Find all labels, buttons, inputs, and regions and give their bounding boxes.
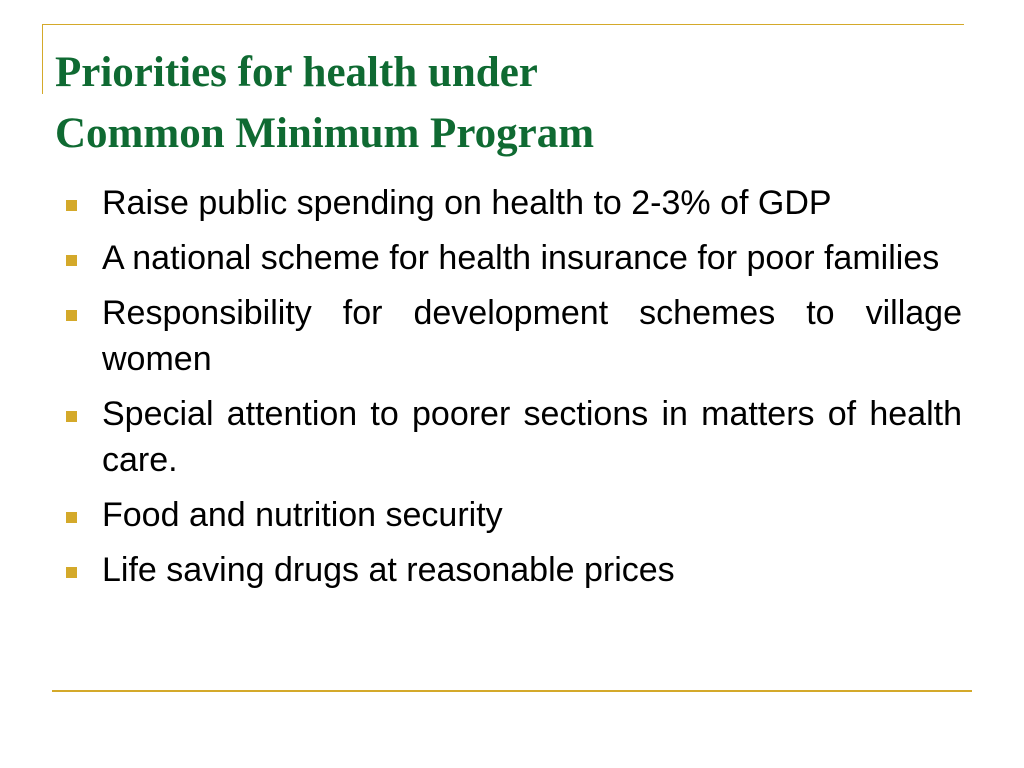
bullet-text: Special attention to poorer sections in matters of health care. <box>102 395 962 479</box>
square-bullet-icon <box>66 512 77 523</box>
bullet-item <box>62 290 962 382</box>
square-bullet-icon <box>66 255 77 266</box>
bullet-text: Responsibility for development schemes to village women <box>102 294 962 378</box>
bullet-list <box>62 180 962 602</box>
slide-title-line-1: Priorities for health under <box>55 49 538 96</box>
bullet-text: Food and nutrition security <box>102 496 503 534</box>
left-accent-line <box>42 24 43 94</box>
bullet-item <box>62 180 962 226</box>
bottom-divider-line <box>52 690 972 692</box>
bullet-text: A national scheme for health insurance for poor families <box>102 239 940 277</box>
bullet-item <box>62 235 962 281</box>
bullet-item <box>62 391 962 483</box>
square-bullet-icon <box>66 310 77 321</box>
bullet-text: Life saving drugs at reasonable prices <box>102 551 675 589</box>
bullet-item <box>62 547 962 593</box>
slide-title <box>55 42 955 164</box>
bullet-text: Raise public spending on health to 2-3% of GDP <box>102 184 832 222</box>
slide-title-line-2: Common Minimum Program <box>55 110 595 157</box>
top-divider-line <box>42 24 964 25</box>
square-bullet-icon <box>66 567 77 578</box>
bullet-item <box>62 492 962 538</box>
square-bullet-icon <box>66 411 77 422</box>
square-bullet-icon <box>66 200 77 211</box>
